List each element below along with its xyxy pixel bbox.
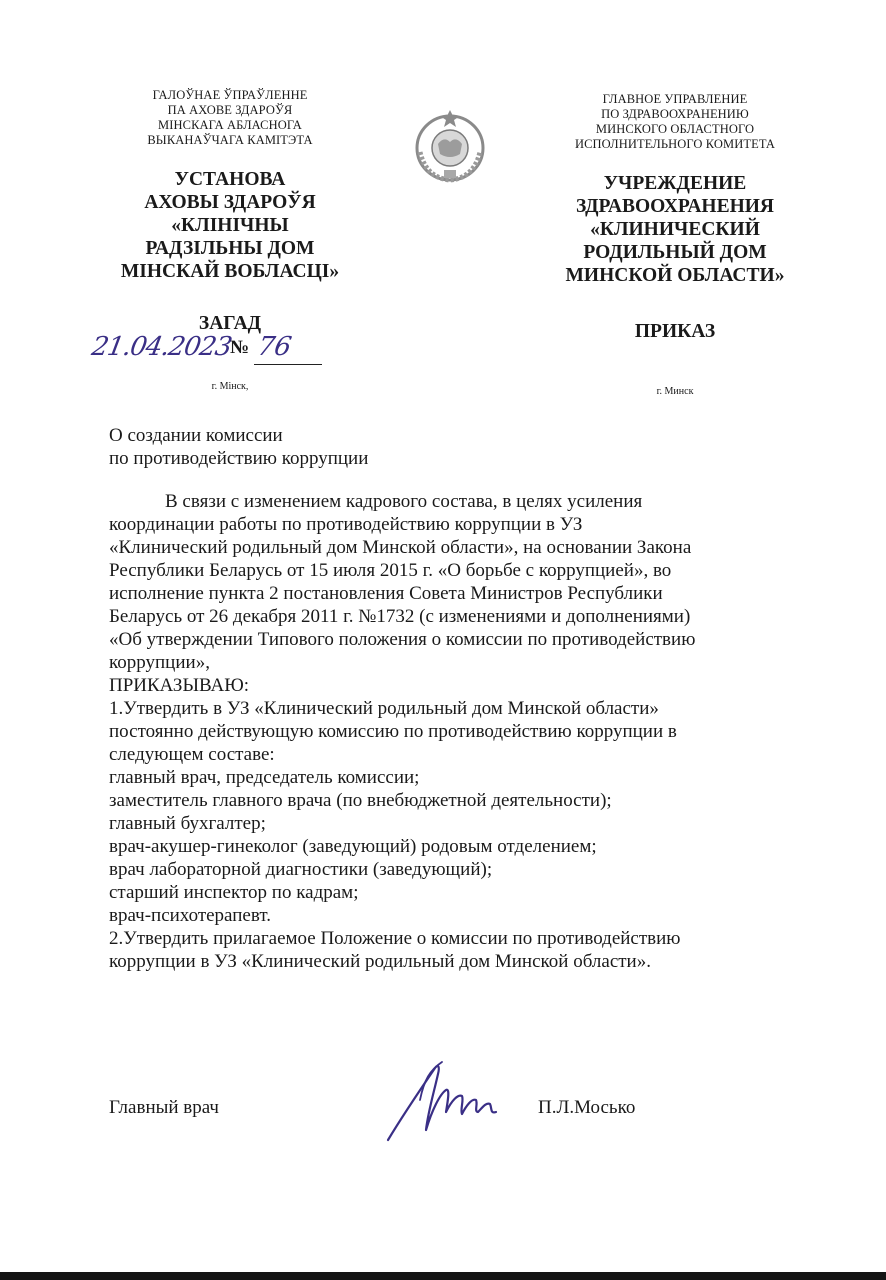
scan-bottom-edge — [0, 1272, 886, 1280]
item-2 — [109, 927, 825, 973]
city-ru: г. Минск — [656, 386, 694, 397]
order-subject — [109, 424, 368, 470]
gov-line: ПО ЗДРАВООХРАНЕНИЮ — [601, 107, 749, 121]
inst-line: АХОВЫ ЗДАРОЎЯ — [144, 192, 316, 213]
institution-name-be — [100, 168, 360, 283]
inst-line: МИНСКОЙ ОБЛАСТИ» — [565, 265, 785, 286]
signer-name: П.Л.Мосько — [538, 1097, 636, 1118]
preamble-line: исполнение пункта 2 постановления Совета Министров Республики — [109, 583, 663, 604]
inst-line: «КЛИНИЧЕСКИЙ — [590, 219, 760, 240]
order-title-ru: ПРИКАЗ — [634, 321, 716, 342]
order-number-handwritten: 76 — [255, 332, 294, 362]
inst-line: ЗДРАВООХРАНЕНИЯ — [575, 196, 774, 217]
institution-name-ru — [540, 172, 810, 287]
gov-line: ГАЛОЎНАЕ ЎПРАЎЛЕННЕ — [152, 88, 308, 102]
preamble-line: Республики Беларусь от 15 июля 2015 г. «О борьбе с коррупцией», во — [109, 560, 672, 581]
state-emblem-icon — [412, 108, 488, 184]
inst-line: «КЛІНІЧНЫ — [171, 215, 289, 236]
inst-line: РАДЗІЛЬНЫ ДОМ — [145, 238, 315, 259]
item-1-line: следующем составе: — [109, 744, 275, 765]
gov-line: ГЛАВНОЕ УПРАВЛЕНИЕ — [602, 92, 748, 106]
city-be: г. Мінск, — [211, 381, 249, 392]
gov-line: МИНСКОГО ОБЛАСТНОГО — [595, 122, 755, 136]
subject-line: по противодействию коррупции — [109, 448, 369, 469]
gov-line: ПА АХОВЕ ЗДАРОЎЯ — [167, 103, 293, 117]
member-item: главный бухгалтер; — [109, 813, 266, 834]
order-title-be: ЗАГАД — [198, 313, 262, 334]
item-2-line: 2.Утвердить прилагаемое Положение о комиссии по противодействию — [109, 928, 681, 949]
item-1-line: постоянно действующую комиссию по противодействию коррупции в — [109, 721, 677, 742]
members-list — [109, 766, 825, 927]
gov-line: МІНСКАГА АБЛАСНОГА — [158, 118, 302, 132]
gov-line: ИСПОЛНИТЕЛЬНОГО КОМИТЕТА — [574, 137, 776, 151]
preamble-line: «Клинический родильный дом Минской области», на основании Закона — [109, 537, 692, 558]
decree-word: ПРИКАЗЫВАЮ: — [109, 675, 250, 696]
member-item: врач-акушер-гинеколог (заведующий) родовым отделением; — [109, 836, 597, 857]
order-body — [109, 490, 825, 973]
member-item: заместитель главного врача (по внебюджетной деятельности); — [109, 790, 612, 811]
preamble-line: В связи с изменением кадрового состава, в целях усиления — [165, 491, 643, 512]
signer-role: Главный врач — [109, 1097, 219, 1118]
preamble-line: Беларусь от 26 декабря 2011 г. №1732 (с изменениями и дополнениями) — [109, 606, 691, 627]
order-date-handwritten: 21.04.2023 — [89, 332, 234, 362]
item-1-line: 1.Утвердить в УЗ «Клинический родильный дом Минской области» — [109, 698, 659, 719]
member-item: главный врач, председатель комиссии; — [109, 767, 420, 788]
preamble-line: «Об утверждении Типового положения о комиссии по противодействию — [109, 629, 696, 650]
member-item: старший инспектор по кадрам; — [109, 882, 359, 903]
number-underline — [254, 364, 322, 365]
item-2-line: коррупции в УЗ «Клинический родильный дом Минской области». — [109, 951, 651, 972]
header-right — [540, 92, 810, 287]
member-item: врач-психотерапевт. — [109, 905, 271, 926]
inst-line: УСТАНОВА — [174, 169, 286, 190]
handwritten-signature-icon — [380, 1050, 510, 1150]
preamble — [109, 490, 825, 674]
item-1 — [109, 697, 825, 766]
gov-line: ВЫКАНАЎЧАГА КАМІТЭТА — [147, 133, 313, 147]
inst-line: МІНСКАЙ ВОБЛАСЦІ» — [120, 261, 340, 282]
subject-line: О создании комиссии — [109, 425, 283, 446]
number-sign: № — [230, 337, 250, 358]
inst-line: РОДИЛЬНЫЙ ДОМ — [583, 242, 767, 263]
preamble-line: координации работы по противодействию коррупции в УЗ — [109, 514, 583, 535]
header-left — [100, 88, 360, 283]
member-item: врач лабораторной диагностики (заведующий); — [109, 859, 493, 880]
inst-line: УЧРЕЖДЕНИЕ — [603, 173, 747, 194]
preamble-line: коррупции», — [109, 652, 210, 673]
